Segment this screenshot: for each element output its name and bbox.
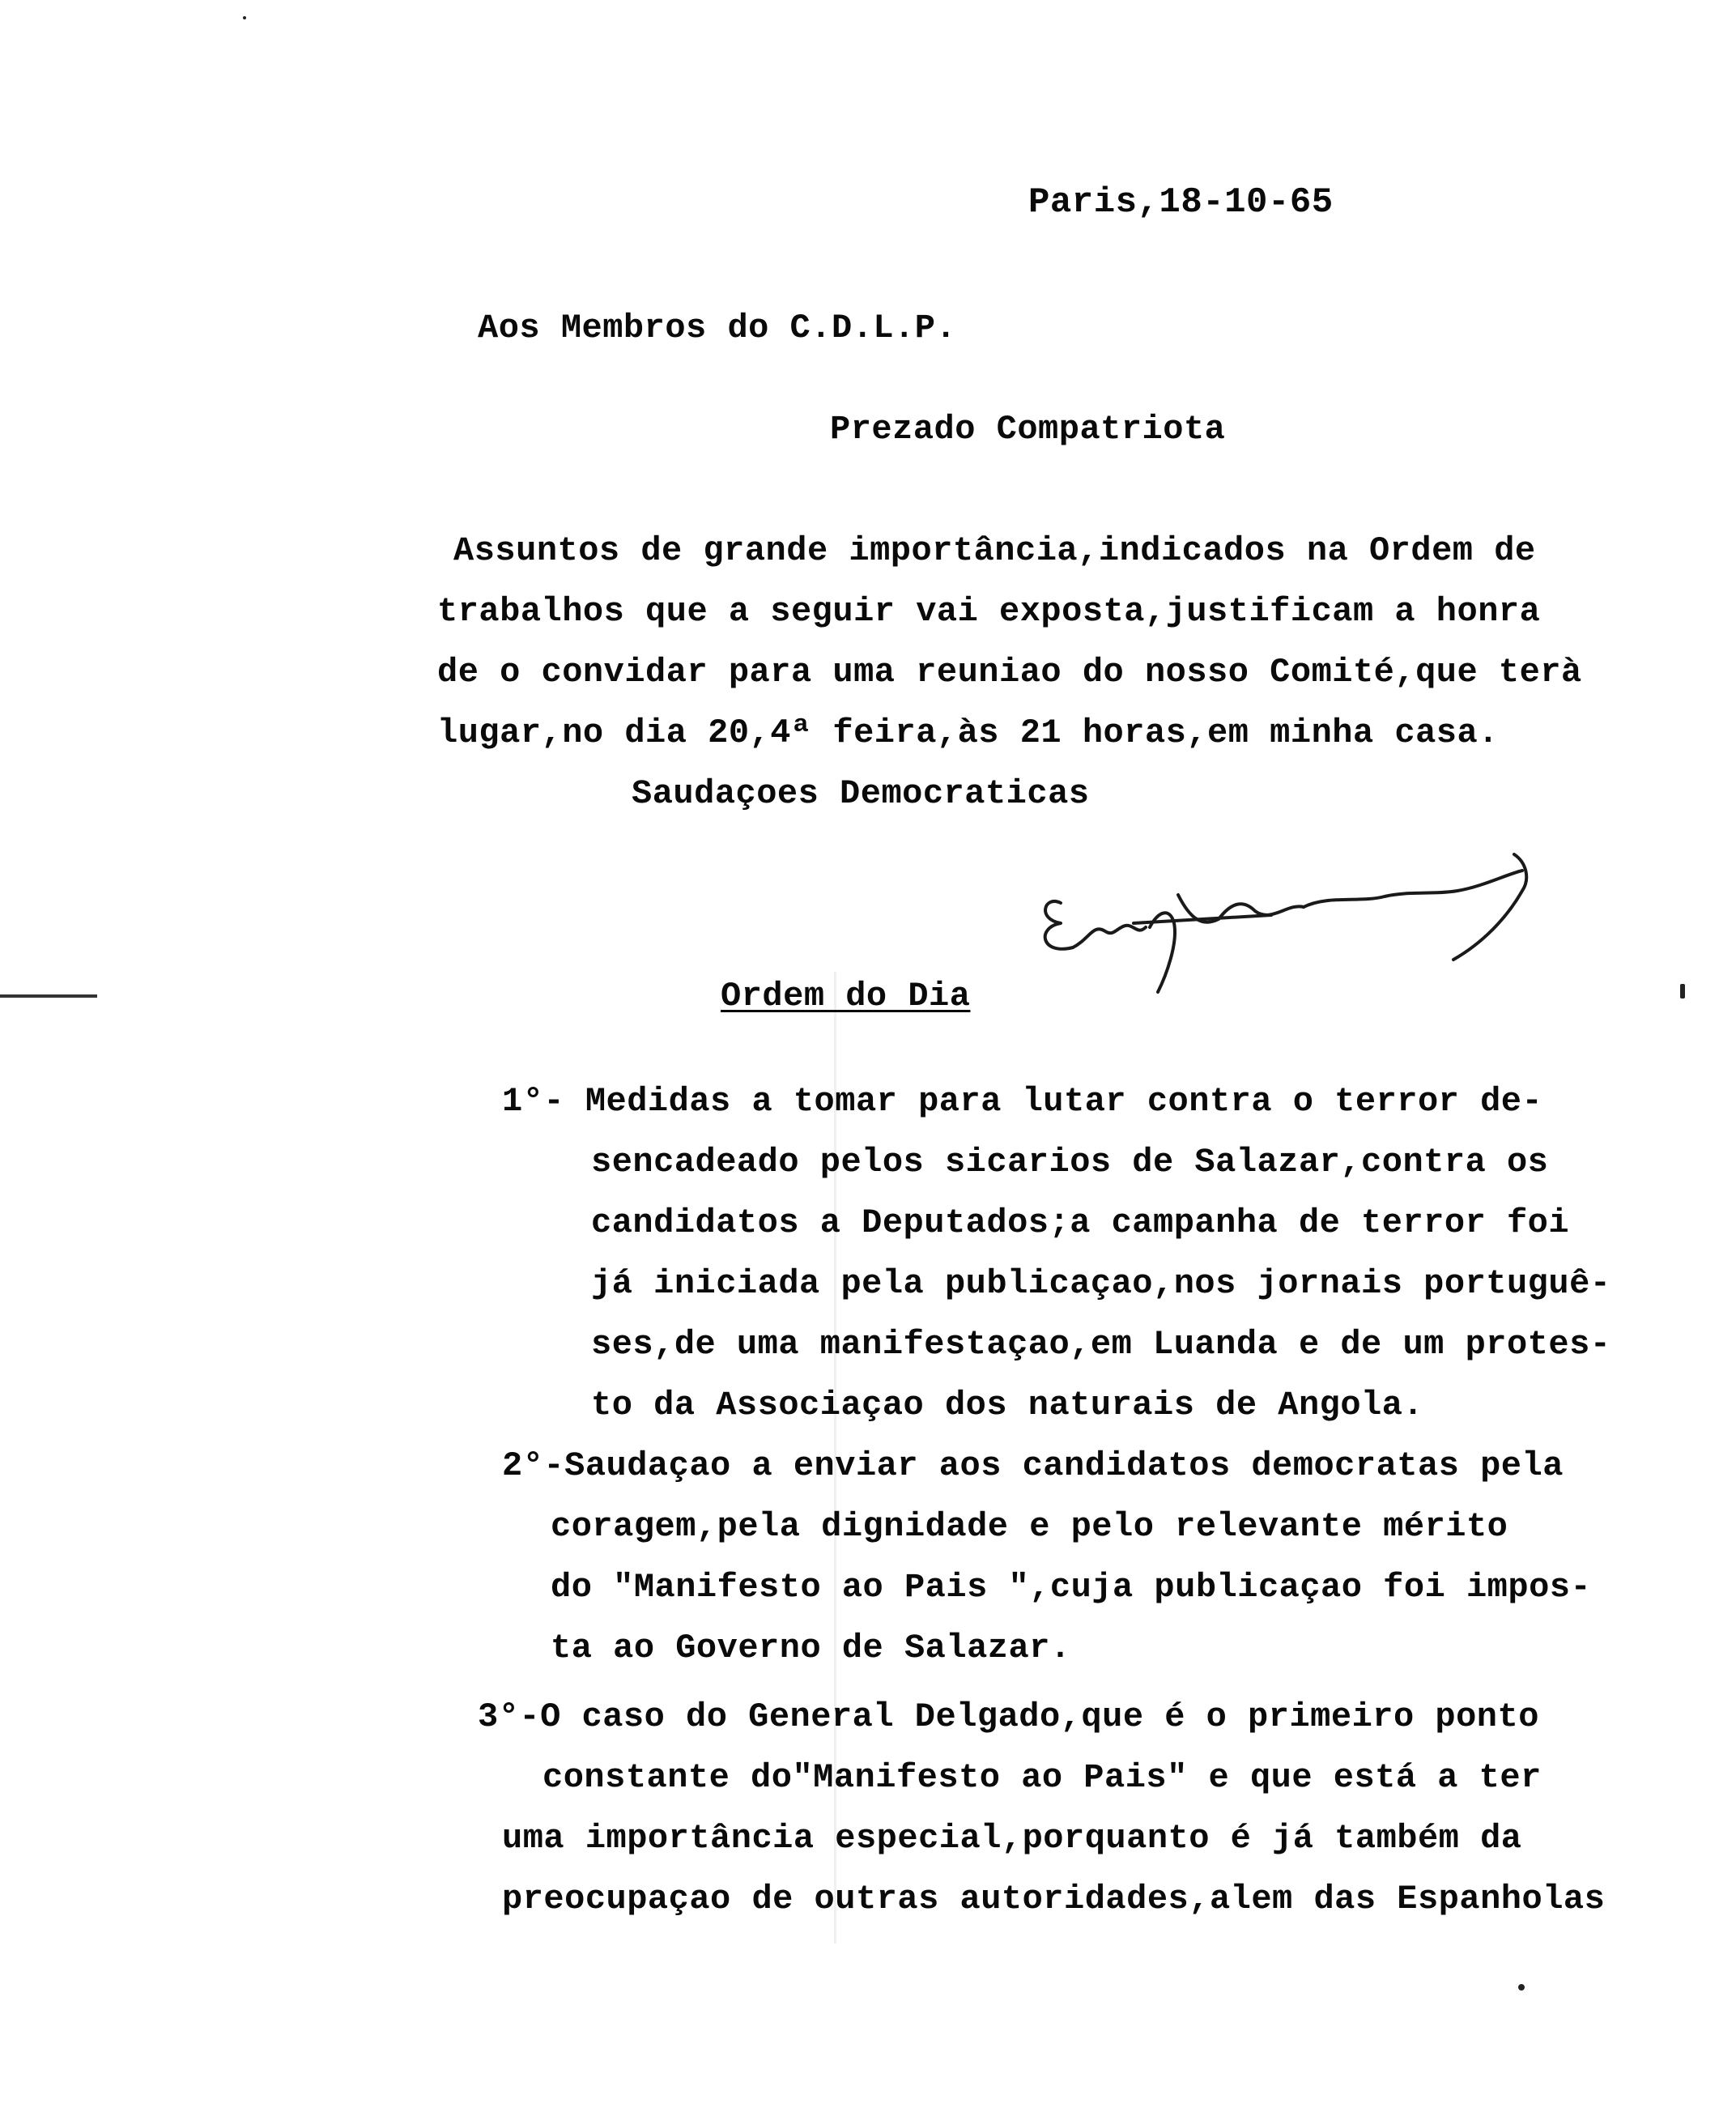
ink-speck xyxy=(243,16,246,19)
handwritten-signature xyxy=(1028,846,1587,1000)
agenda-item-1-line: 1°- Medidas a tomar para lutar contra o terror de- xyxy=(502,1082,1543,1121)
agenda-heading: Ordem do Dia xyxy=(721,977,971,1016)
agenda-item-2-line: ta ao Governo de Salazar. xyxy=(551,1629,1071,1667)
agenda-item-3-line: uma importância especial,porquanto é já também da xyxy=(502,1819,1522,1858)
agenda-item-2-line: coragem,pela dignidade e pelo relevante mérito xyxy=(551,1507,1508,1546)
agenda-item-1-line: to da Associaçao dos naturais de Angola. xyxy=(591,1386,1424,1424)
agenda-item-1-line: já iniciada pela publicaçao,nos jornais portuguê- xyxy=(591,1264,1611,1303)
letter-closing: Saudaçoes Democraticas xyxy=(632,774,1090,813)
letter-date: Paris,18-10-65 xyxy=(1028,182,1334,223)
agenda-item-1-line: sencadeado pelos sicarios de Salazar,contra os xyxy=(591,1143,1549,1182)
agenda-item-2-line: do "Manifesto ao Pais ",cuja publicaçao foi impos- xyxy=(551,1568,1592,1607)
ink-speck xyxy=(1518,1984,1525,1991)
ink-speck xyxy=(1680,984,1685,999)
body-line: Assuntos de grande importância,indicados na Ordem de xyxy=(453,531,1536,570)
agenda-item-3-line: 3°-O caso do General Delgado,que é o primeiro ponto xyxy=(478,1697,1539,1736)
agenda-item-3-line: constante do"Manifesto ao Pais" e que está a ter xyxy=(542,1758,1542,1797)
agenda-item-3-line: preocupaçao de outras autoridades,alem das Espanholas xyxy=(502,1880,1606,1918)
agenda-item-2-line: 2°-Saudaçao a enviar aos candidatos democratas pela xyxy=(502,1446,1564,1485)
letter-salutation: Prezado Compatriota xyxy=(830,410,1226,449)
letter-addressee: Aos Membros do C.D.L.P. xyxy=(478,309,957,347)
edge-mark xyxy=(0,994,97,998)
body-line: de o convidar para uma reuniao do nosso Comité,que terà xyxy=(437,653,1582,692)
body-line: lugar,no dia 20,4ª feira,às 21 horas,em minha casa. xyxy=(437,713,1499,752)
agenda-item-1-line: candidatos a Deputados;a campanha de terror foi xyxy=(591,1203,1570,1242)
body-line: trabalhos que a seguir vai exposta,justificam a honra xyxy=(437,592,1541,631)
agenda-item-1-line: ses,de uma manifestaçao,em Luanda e de um protes- xyxy=(591,1325,1611,1364)
